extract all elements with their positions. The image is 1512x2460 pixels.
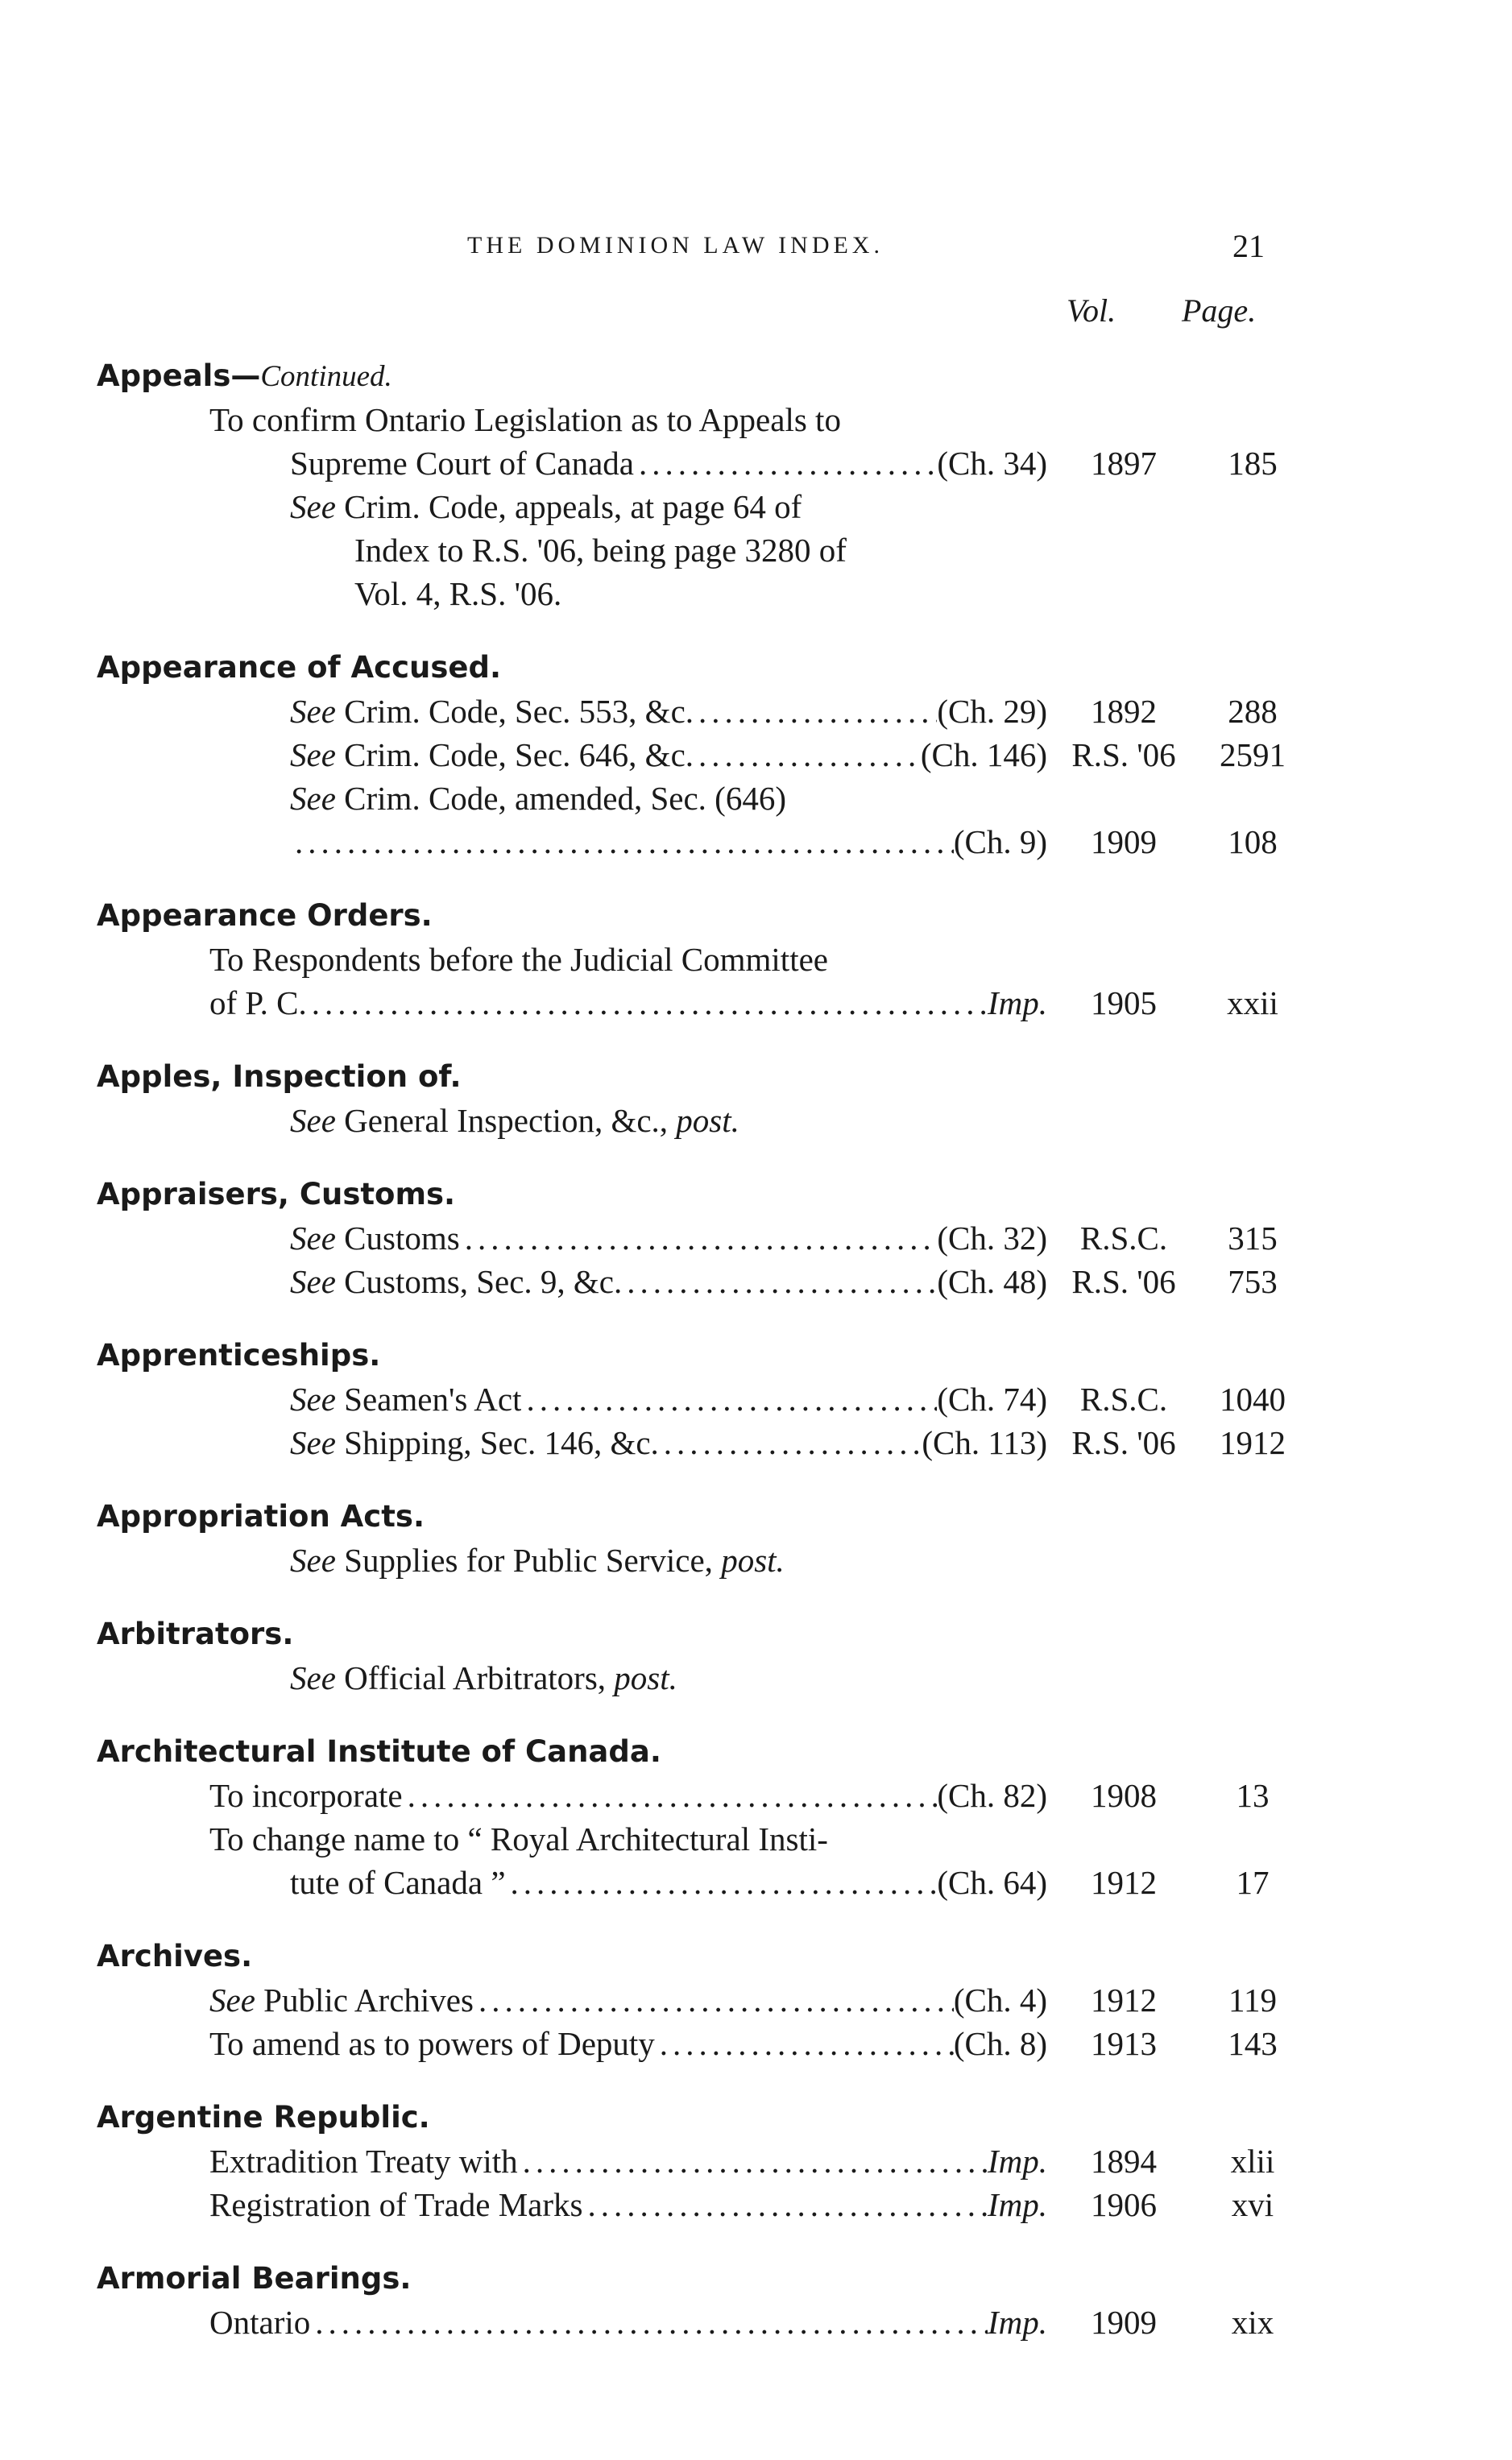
- index-entry: [97, 1334, 1305, 1464]
- line-main-text: [354, 572, 561, 615]
- dot-leaders: [622, 1260, 937, 1303]
- line-text: General Inspection, &c.,: [344, 1102, 669, 1139]
- index-line: [97, 1656, 1305, 1700]
- line-main-text: [290, 1099, 739, 1142]
- line-text-column: [97, 1421, 1047, 1464]
- line-text-column: [97, 777, 1047, 820]
- index-body: [97, 354, 1305, 2375]
- line-text-column: [97, 572, 1047, 615]
- line-main-text: [290, 690, 694, 733]
- index-entry: [97, 2257, 1305, 2344]
- index-entry: [97, 2096, 1305, 2226]
- line-text: Shipping, Sec. 146, &c.: [344, 1424, 659, 1461]
- index-line: [97, 398, 1305, 441]
- chapter-reference: (Ch. 34): [937, 445, 1047, 482]
- entry-heading-continued: Continued.: [260, 360, 392, 393]
- dot-leaders: [583, 2183, 988, 2226]
- chapter-reference: (Ch. 29): [937, 693, 1047, 730]
- page-cell: 17: [1236, 1864, 1270, 1901]
- page-cell: 185: [1228, 445, 1278, 482]
- index-entry: [97, 1935, 1305, 2065]
- index-line: [97, 1421, 1305, 1464]
- chapter-reference: (Ch. 64): [937, 1864, 1047, 1901]
- see-reference-word: See: [290, 1220, 336, 1257]
- line-text: Supreme Court of Canada: [290, 445, 634, 482]
- volume-cell: 1913: [1091, 2025, 1157, 2062]
- volume-cell: R.S. '06: [1071, 1424, 1176, 1461]
- line-text: To incorporate: [209, 1777, 403, 1814]
- see-reference-word: See: [290, 736, 336, 773]
- volume-cell: 1906: [1091, 2186, 1157, 2223]
- line-text: Extradition Treaty with: [209, 2143, 518, 2180]
- entry-heading-text: Appeals—: [97, 358, 261, 393]
- line-text: Seamen's Act: [344, 1381, 522, 1418]
- column-headings: [0, 292, 1512, 332]
- entry-heading-text: Appropriation Acts.: [97, 1499, 425, 1534]
- entry-heading-text: Appraisers, Customs.: [97, 1177, 456, 1211]
- line-text: Crim. Code, appeals, at page 64 of: [344, 488, 802, 525]
- line-text: Crim. Code, Sec. 553, &c.: [344, 693, 694, 730]
- index-line: [97, 733, 1305, 777]
- line-main-text: [209, 1817, 828, 1861]
- line-text-column: [97, 2301, 1047, 2344]
- entry-heading: [97, 354, 1305, 398]
- chapter-reference: Imp.: [987, 984, 1047, 1021]
- entry-heading: [97, 1173, 1305, 1216]
- page-number: 21: [1232, 228, 1265, 264]
- chapter-reference: (Ch. 8): [953, 2025, 1047, 2062]
- chapter-reference: (Ch. 48): [937, 1263, 1047, 1300]
- index-line: [97, 981, 1305, 1025]
- line-text: of P. C.: [209, 984, 307, 1021]
- line-main-text: [209, 2139, 518, 2183]
- line-text-column: [97, 398, 1047, 441]
- index-line: [97, 441, 1305, 485]
- volume-cell: 1909: [1091, 2304, 1157, 2341]
- volume-cell: R.S.C.: [1079, 1220, 1168, 1257]
- dot-leaders: [655, 2022, 954, 2065]
- page-cell: 119: [1228, 1982, 1277, 2019]
- see-reference-word: See: [290, 1102, 336, 1139]
- page-cell: 2591: [1220, 736, 1286, 773]
- index-entry: [97, 1730, 1305, 1904]
- line-text-column: [97, 2139, 1047, 2183]
- index-line: [97, 2022, 1305, 2065]
- line-text: Crim. Code, amended, Sec. (646): [344, 780, 786, 817]
- page-cell: xxii: [1227, 984, 1278, 1021]
- line-text-column: [97, 1817, 1047, 1861]
- line-text-column: [97, 1099, 1047, 1142]
- line-text-column: [97, 1539, 1047, 1582]
- volume-cell: R.S.C.: [1079, 1381, 1168, 1418]
- page-cell: 108: [1228, 823, 1278, 860]
- line-main-text: [290, 777, 786, 820]
- line-main-text: [354, 528, 847, 572]
- volume-cell: 1897: [1091, 445, 1157, 482]
- line-main-text: [209, 398, 841, 441]
- entry-heading: [97, 646, 1305, 690]
- post-reference-word: post.: [721, 1542, 785, 1579]
- dot-leaders: [694, 690, 937, 733]
- index-line: [97, 1260, 1305, 1303]
- dot-leaders: [474, 1978, 954, 2022]
- volume-cell: 1912: [1091, 1982, 1157, 2019]
- post-reference-word: post.: [614, 1659, 677, 1696]
- chapter-reference: (Ch. 113): [922, 1424, 1047, 1461]
- index-entry: [97, 354, 1305, 615]
- entry-heading: [97, 1055, 1305, 1099]
- see-reference-word: See: [290, 693, 336, 730]
- line-text-column: [97, 485, 1047, 528]
- chapter-reference: Imp.: [987, 2143, 1047, 2180]
- see-reference-word: See: [290, 1424, 336, 1461]
- index-line: [97, 485, 1305, 528]
- volume-cell: 1892: [1091, 693, 1157, 730]
- line-text-column: [97, 528, 1047, 572]
- line-text: Vol. 4, R.S. '06.: [354, 575, 562, 612]
- volume-column-heading: Vol.: [1067, 292, 1116, 329]
- chapter-reference: (Ch. 32): [937, 1220, 1047, 1257]
- line-text: Supplies for Public Service,: [344, 1542, 713, 1579]
- see-reference-word: See: [290, 1542, 336, 1579]
- line-main-text: [209, 2301, 310, 2344]
- index-line: [97, 2301, 1305, 2344]
- index-entry: [97, 1613, 1305, 1700]
- line-text: Registration of Trade Marks: [209, 2186, 583, 2223]
- page-cell: 1040: [1220, 1381, 1286, 1418]
- index-entry: [97, 1173, 1305, 1303]
- index-line: [97, 1774, 1305, 1817]
- entry-heading: [97, 2257, 1305, 2301]
- line-main-text: [209, 1774, 403, 1817]
- line-text: To change name to “ Royal Architectural Insti-: [209, 1820, 828, 1857]
- page-column-heading: Page.: [1182, 292, 1257, 329]
- line-main-text: [290, 1421, 659, 1464]
- dot-leaders: [521, 1377, 937, 1421]
- index-line: [97, 1099, 1305, 1142]
- volume-cell: 1894: [1091, 2143, 1157, 2180]
- chapter-reference: (Ch. 146): [920, 736, 1047, 773]
- chapter-reference: Imp.: [987, 2304, 1047, 2341]
- volume-cell: 1912: [1091, 1864, 1157, 1901]
- index-entry: [97, 1495, 1305, 1582]
- index-line: [97, 1978, 1305, 2022]
- dot-leaders: [290, 820, 954, 863]
- line-main-text: [290, 1216, 460, 1260]
- index-line: [97, 2139, 1305, 2183]
- see-reference-word: See: [290, 1659, 336, 1696]
- line-text: To Respondents before the Judicial Committee: [209, 941, 828, 978]
- see-reference-word: See: [290, 1263, 336, 1300]
- see-reference-word: See: [290, 780, 336, 817]
- entry-heading: [97, 1613, 1305, 1656]
- index-line: [97, 528, 1305, 572]
- line-text: To confirm Ontario Legislation as to Appeals to: [209, 401, 841, 438]
- line-text-column: [97, 1978, 1047, 2022]
- entry-heading-text: Archives.: [97, 1939, 253, 1973]
- line-text-column: [97, 1216, 1047, 1260]
- page-cell: xix: [1231, 2304, 1274, 2341]
- line-text-column: [97, 1377, 1047, 1421]
- line-main-text: [209, 2183, 583, 2226]
- entry-heading-text: Apples, Inspection of.: [97, 1059, 462, 1094]
- line-text-column: [97, 938, 1047, 981]
- entry-heading-text: Appearance Orders.: [97, 898, 433, 933]
- see-reference-word: See: [290, 488, 336, 525]
- entry-heading-text: Argentine Republic.: [97, 2100, 430, 2135]
- page-cell: 288: [1228, 693, 1278, 730]
- line-text: To amend as to powers of Deputy: [209, 2025, 655, 2062]
- index-line: [97, 938, 1305, 981]
- dot-leaders: [310, 2301, 988, 2344]
- index-entry: [97, 646, 1305, 863]
- line-main-text: [290, 1656, 677, 1700]
- index-line: [97, 2183, 1305, 2226]
- running-title: THE DOMINION LAW INDEX.: [467, 232, 884, 259]
- entry-heading: [97, 894, 1305, 938]
- index-line: [97, 777, 1305, 820]
- entry-heading: [97, 1730, 1305, 1774]
- see-reference-word: See: [290, 1381, 336, 1418]
- page-cell: 143: [1228, 2025, 1278, 2062]
- entry-heading: [97, 2096, 1305, 2139]
- dot-leaders: [460, 1216, 938, 1260]
- chapter-reference: (Ch. 9): [953, 823, 1047, 860]
- line-main-text: [209, 981, 307, 1025]
- page-cell: xlii: [1230, 2143, 1275, 2180]
- index-line: [97, 1216, 1305, 1260]
- line-main-text: [290, 441, 634, 485]
- line-text-column: [97, 733, 1047, 777]
- index-line: [97, 820, 1305, 863]
- index-line: [97, 1539, 1305, 1582]
- entry-heading-text: Apprenticeships.: [97, 1338, 381, 1373]
- page-cell: xvi: [1231, 2186, 1274, 2223]
- line-text: Crim. Code, Sec. 646, &c.: [344, 736, 694, 773]
- line-text: Official Arbitrators,: [344, 1659, 607, 1696]
- line-text-column: [97, 1260, 1047, 1303]
- line-main-text: [290, 1861, 506, 1904]
- line-main-text: [290, 733, 694, 777]
- index-line: [97, 690, 1305, 733]
- index-line: [97, 1817, 1305, 1861]
- line-text-column: [97, 2022, 1047, 2065]
- entry-heading: [97, 1935, 1305, 1978]
- line-main-text: [290, 1539, 785, 1582]
- line-text: Index to R.S. '06, being page 3280 of: [354, 532, 847, 569]
- index-entry: [97, 894, 1305, 1025]
- dot-leaders: [403, 1774, 938, 1817]
- index-line: [97, 1861, 1305, 1904]
- volume-cell: 1908: [1091, 1777, 1157, 1814]
- entry-heading-text: Architectural Institute of Canada.: [97, 1734, 661, 1769]
- line-text: tute of Canada ”: [290, 1864, 506, 1901]
- entry-heading-text: Arbitrators.: [97, 1617, 294, 1651]
- line-main-text: [290, 1377, 521, 1421]
- volume-cell: R.S. '06: [1071, 1263, 1176, 1300]
- line-text-column: [97, 981, 1047, 1025]
- line-text-column: [97, 820, 1047, 863]
- line-text: Customs, Sec. 9, &c.: [344, 1263, 623, 1300]
- volume-cell: 1909: [1091, 823, 1157, 860]
- line-text-column: [97, 1656, 1047, 1700]
- chapter-reference: Imp.: [987, 2186, 1047, 2223]
- entry-heading-text: Appearance of Accused.: [97, 650, 502, 685]
- line-text-column: [97, 1774, 1047, 1817]
- running-head: [0, 227, 1512, 267]
- index-line: [97, 572, 1305, 615]
- dot-leaders: [506, 1861, 938, 1904]
- line-main-text: [290, 1260, 622, 1303]
- post-reference-word: post.: [676, 1102, 739, 1139]
- volume-cell: 1905: [1091, 984, 1157, 1021]
- dot-leaders: [518, 2139, 988, 2183]
- page-cell: 315: [1228, 1220, 1278, 1257]
- line-main-text: [290, 485, 802, 528]
- line-text-column: [97, 2183, 1047, 2226]
- line-text: Customs: [344, 1220, 460, 1257]
- chapter-reference: (Ch. 74): [937, 1381, 1047, 1418]
- entry-heading-text: Armorial Bearings.: [97, 2261, 412, 2296]
- line-main-text: [209, 938, 828, 981]
- line-text-column: [97, 1861, 1047, 1904]
- chapter-reference: (Ch. 82): [937, 1777, 1047, 1814]
- line-text-column: [97, 441, 1047, 485]
- page-cell: 753: [1228, 1263, 1278, 1300]
- index-entry: [97, 1055, 1305, 1142]
- index-line: [97, 1377, 1305, 1421]
- dot-leaders: [659, 1421, 922, 1464]
- volume-cell: R.S. '06: [1071, 736, 1176, 773]
- line-text: Ontario: [209, 2304, 311, 2341]
- line-main-text: [209, 1978, 474, 2022]
- dot-leaders: [307, 981, 988, 1025]
- entry-heading: [97, 1495, 1305, 1539]
- page-cell: 13: [1236, 1777, 1270, 1814]
- dot-leaders: [694, 733, 921, 777]
- dot-leaders: [634, 441, 937, 485]
- page-cell: 1912: [1220, 1424, 1286, 1461]
- line-text-column: [97, 690, 1047, 733]
- line-main-text: [209, 2022, 655, 2065]
- entry-heading: [97, 1334, 1305, 1377]
- chapter-reference: (Ch. 4): [953, 1982, 1047, 2019]
- line-text: Public Archives: [263, 1982, 474, 2019]
- see-reference-word: See: [209, 1982, 255, 2019]
